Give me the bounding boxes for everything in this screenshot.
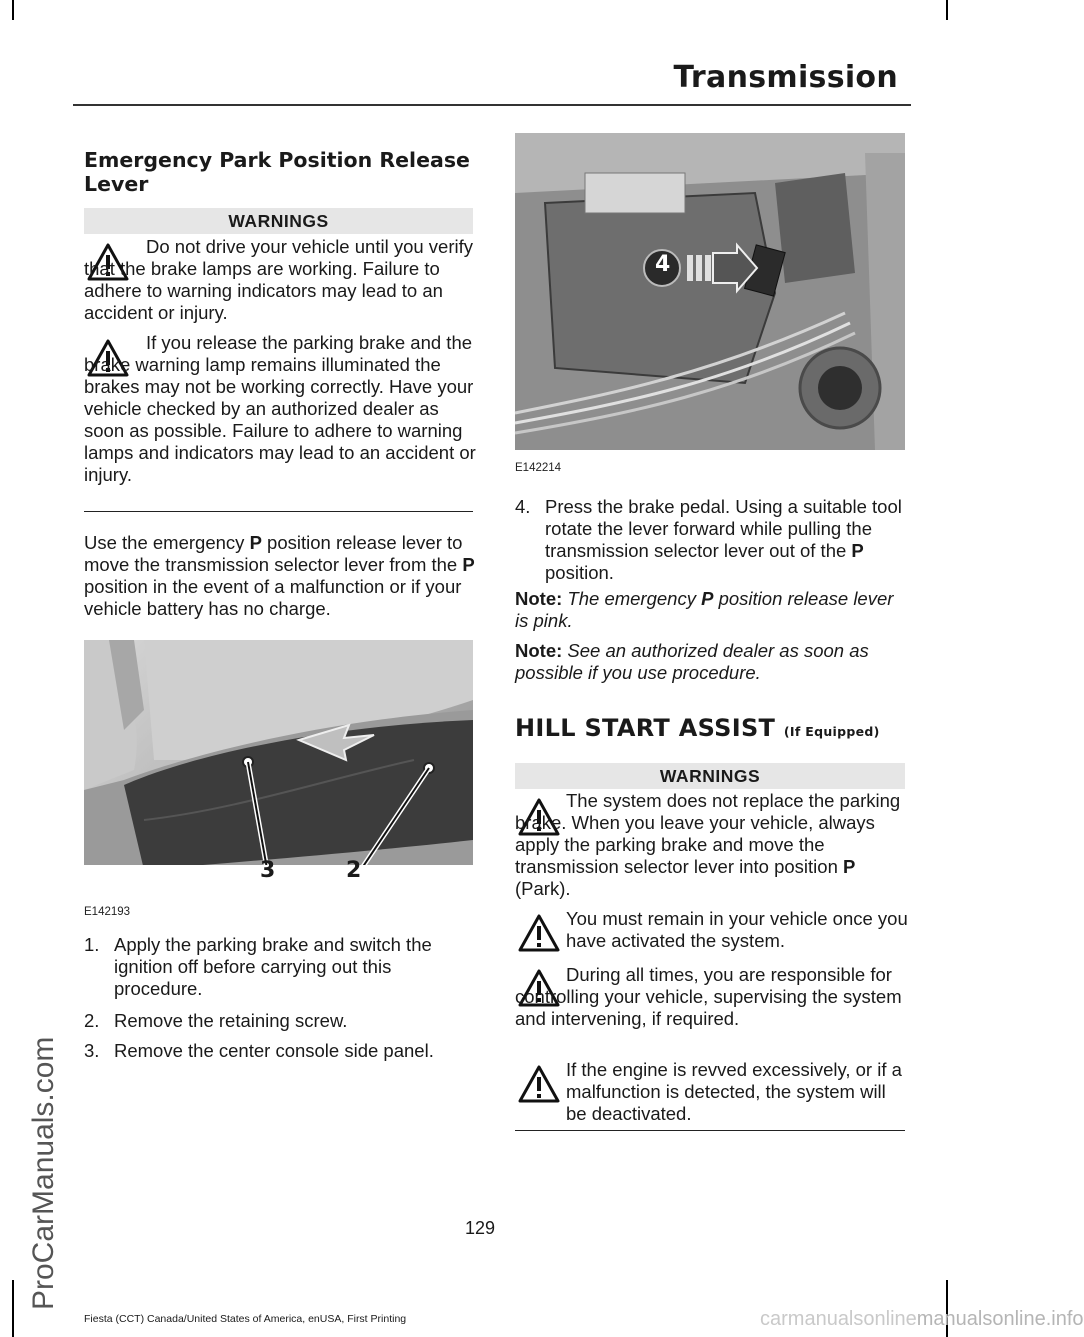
step-text (545, 496, 909, 584)
page-number: 129 (464, 1218, 496, 1238)
console-side-panel-figure (84, 640, 473, 890)
step-item (84, 1040, 478, 1064)
step-text-part: position. (545, 562, 614, 583)
warning-text: If the engine is revved excessively, or if a malfunction is detected, the system will be deactivated. (566, 1059, 902, 1124)
site-prefix: carmanualsonline (760, 1308, 917, 1330)
step-bold: P (851, 540, 864, 561)
page-header-title: Transmission (673, 60, 898, 95)
warning-text-part: The system does not replace the parking brake. When you leave your vehicle, always apply the parking brake and move the transmission selector lever into position (515, 790, 901, 877)
site-name: manualsonline.info (916, 1308, 1084, 1330)
warnings-heading: WARNINGS (515, 763, 905, 789)
step-text-part: Press the brake pedal. Using a suitable tool rotate the lever forward while pulling the transmission selector lever out of the (545, 496, 902, 561)
warning-triangle-icon (517, 913, 561, 953)
intro-bold: P (249, 532, 262, 553)
side-watermark: ProCarManuals.com (27, 1036, 60, 1310)
step-text: Remove the center console side panel. (114, 1040, 434, 1061)
warning-text (515, 790, 909, 900)
step-number: 2. (84, 1010, 100, 1031)
crop-mark (946, 0, 948, 20)
note-text: See an authorized dealer as soon as possible if you use procedure. (515, 640, 869, 683)
warning-text: During all times, you are responsible for controlling your vehicle, supervising the system and intervening, if required. (515, 964, 902, 1029)
note-text: position release lever is pink. (515, 588, 894, 631)
warnings-divider (515, 1130, 905, 1131)
note-lever-pink (515, 588, 909, 632)
step-item (515, 496, 909, 586)
warning-bold: P (843, 856, 856, 877)
edition-line: Fiesta (CCT) Canada/United States of America, enUSA, First Printing (84, 1313, 407, 1325)
note-see-dealer (515, 640, 909, 684)
intro-text: position in the event of a malfunction or if your vehicle battery has no charge. (84, 576, 462, 619)
if-equipped-label: (If Equipped) (783, 724, 880, 739)
step-number: 1. (84, 934, 100, 955)
figure-code: E142193 (84, 906, 131, 918)
hill-title-text: HILL START ASSIST (515, 714, 776, 742)
step-text: Remove the retaining screw. (114, 1010, 348, 1031)
warnings-divider (84, 511, 473, 512)
intro-paragraph (84, 532, 478, 620)
header-rule (73, 104, 911, 106)
step-number: 4. (515, 496, 531, 517)
intro-bold: P (462, 554, 475, 575)
hill-start-assist-title (515, 714, 880, 742)
warnings-heading: WARNINGS (84, 208, 473, 234)
figure-callout-2: 2 (346, 858, 362, 883)
warning-text-part: (Park). (515, 878, 571, 899)
note-label: Note: (515, 588, 563, 609)
lever-illustration (515, 133, 905, 450)
intro-text: position release lever to move the transmission selector lever from the (84, 532, 463, 575)
note-text: The emergency (562, 588, 702, 609)
release-lever-figure (515, 133, 905, 450)
figure-callout-3: 3 (260, 858, 276, 883)
note-label: Note: (515, 640, 563, 661)
warning-text: If you release the parking brake and the brake warning lamp remains illuminated the brakes may not be working correctly. Have your vehicle checked by an authorized dealer as soon as possible. Failure to adhere to warning lamps and indicators may lead to an accident or injury. (84, 332, 476, 485)
section-title: Emergency Park Position Release Lever (84, 148, 470, 196)
step-text: Apply the parking brake and switch the ignition off before carrying out this procedure. (114, 934, 432, 999)
intro-text: Use the emergency (84, 532, 250, 553)
warning-text: Do not drive your vehicle until you verify that the brake lamps are working. Failure to adhere to warning indicators may lead to an accident or injury. (84, 236, 473, 323)
site-watermark (760, 1308, 1084, 1331)
step-number: 3. (84, 1040, 100, 1061)
warning-text: You must remain in your vehicle once you have activated the system. (566, 908, 908, 951)
figure-code: E142214 (515, 462, 562, 474)
step-item (84, 934, 478, 1004)
figure-callout-4: 4 (655, 252, 671, 277)
warning-triangle-icon (517, 1064, 561, 1104)
step-item (84, 1010, 478, 1034)
note-bold: P (701, 588, 714, 609)
console-illustration (84, 640, 473, 890)
